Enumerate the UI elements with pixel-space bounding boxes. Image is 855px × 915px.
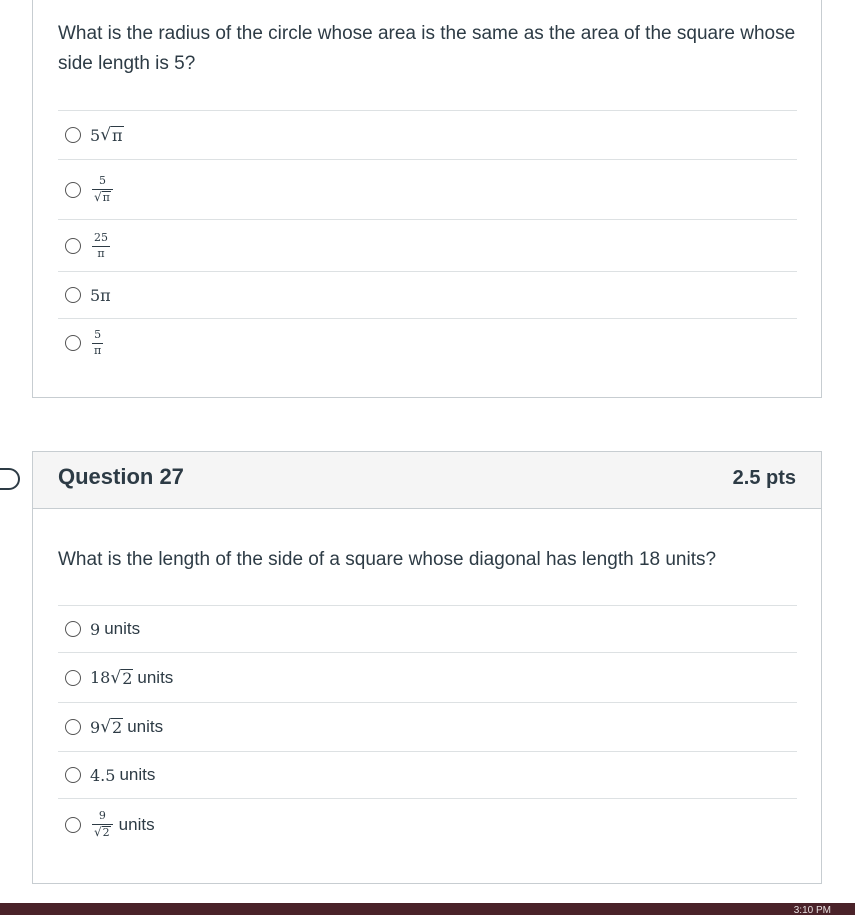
fraction: 9 √ 2 (92, 810, 113, 839)
answer-list (58, 110, 797, 366)
answer-option[interactable] (58, 318, 797, 366)
fraction: 5 √ π (92, 175, 113, 204)
answer-option[interactable] (58, 652, 797, 702)
answer-list (58, 605, 797, 850)
answer-label[interactable]: 9 √ 2 units (94, 809, 155, 839)
answer-label[interactable]: 5 √ π (90, 125, 123, 145)
fraction: $\frac{5}{\pi}$ (94, 327, 102, 357)
question-card-27 (32, 451, 822, 884)
question-text: What is the length of the side of a square whose diagonal has length 18 units? (58, 549, 717, 570)
fraction: $\frac{25}{\pi}$ (94, 230, 108, 260)
sqrt-expression: √ 2 (94, 825, 110, 839)
question-card-previous (32, 0, 822, 398)
answer-option[interactable] (58, 219, 797, 271)
sqrt-expression: √ 2 (110, 667, 133, 688)
radio-button[interactable] (65, 719, 81, 735)
answer-option[interactable] (58, 271, 797, 318)
radio-button[interactable] (65, 670, 81, 686)
radio-button[interactable] (65, 817, 81, 833)
sqrt-expression: √ π (100, 125, 123, 145)
question-header (33, 452, 821, 509)
answer-label[interactable]: 4.5 units (90, 765, 156, 785)
answer-label[interactable]: 18 √ 2 units (90, 667, 174, 688)
question-points: 2.5 pts (732, 467, 796, 489)
taskbar (0, 903, 855, 915)
radio-button[interactable] (65, 287, 81, 303)
question-text: What is the radius of the circle whose area is the same as the area of the square whose side length is 5? (58, 23, 796, 74)
answer-option[interactable] (58, 159, 797, 219)
radio-button[interactable] (65, 127, 81, 143)
answer-option[interactable] (58, 702, 797, 751)
answer-label[interactable]: 5π (90, 285, 111, 305)
sqrt-expression: √ π (94, 190, 110, 204)
radio-button[interactable] (65, 182, 81, 198)
radio-button[interactable] (65, 767, 81, 783)
radio-button[interactable] (65, 238, 81, 254)
answer-option[interactable] (58, 605, 797, 652)
sqrt-expression: √ 2 (100, 717, 123, 737)
taskbar-clock: 3:10 PM (793, 905, 831, 915)
radio-button[interactable] (65, 335, 81, 351)
answer-label[interactable] (90, 232, 112, 260)
answer-option[interactable] (58, 798, 797, 850)
question-title: Question 27 (58, 464, 184, 489)
flag-icon[interactable] (0, 468, 20, 490)
answer-label[interactable]: 9 units (90, 619, 141, 639)
answer-label[interactable] (90, 175, 115, 204)
answer-label[interactable]: 9 √ 2 units (90, 717, 164, 737)
answer-option[interactable] (58, 751, 797, 798)
answer-label[interactable] (90, 329, 105, 357)
radio-button[interactable] (65, 621, 81, 637)
answer-option[interactable] (58, 110, 797, 159)
